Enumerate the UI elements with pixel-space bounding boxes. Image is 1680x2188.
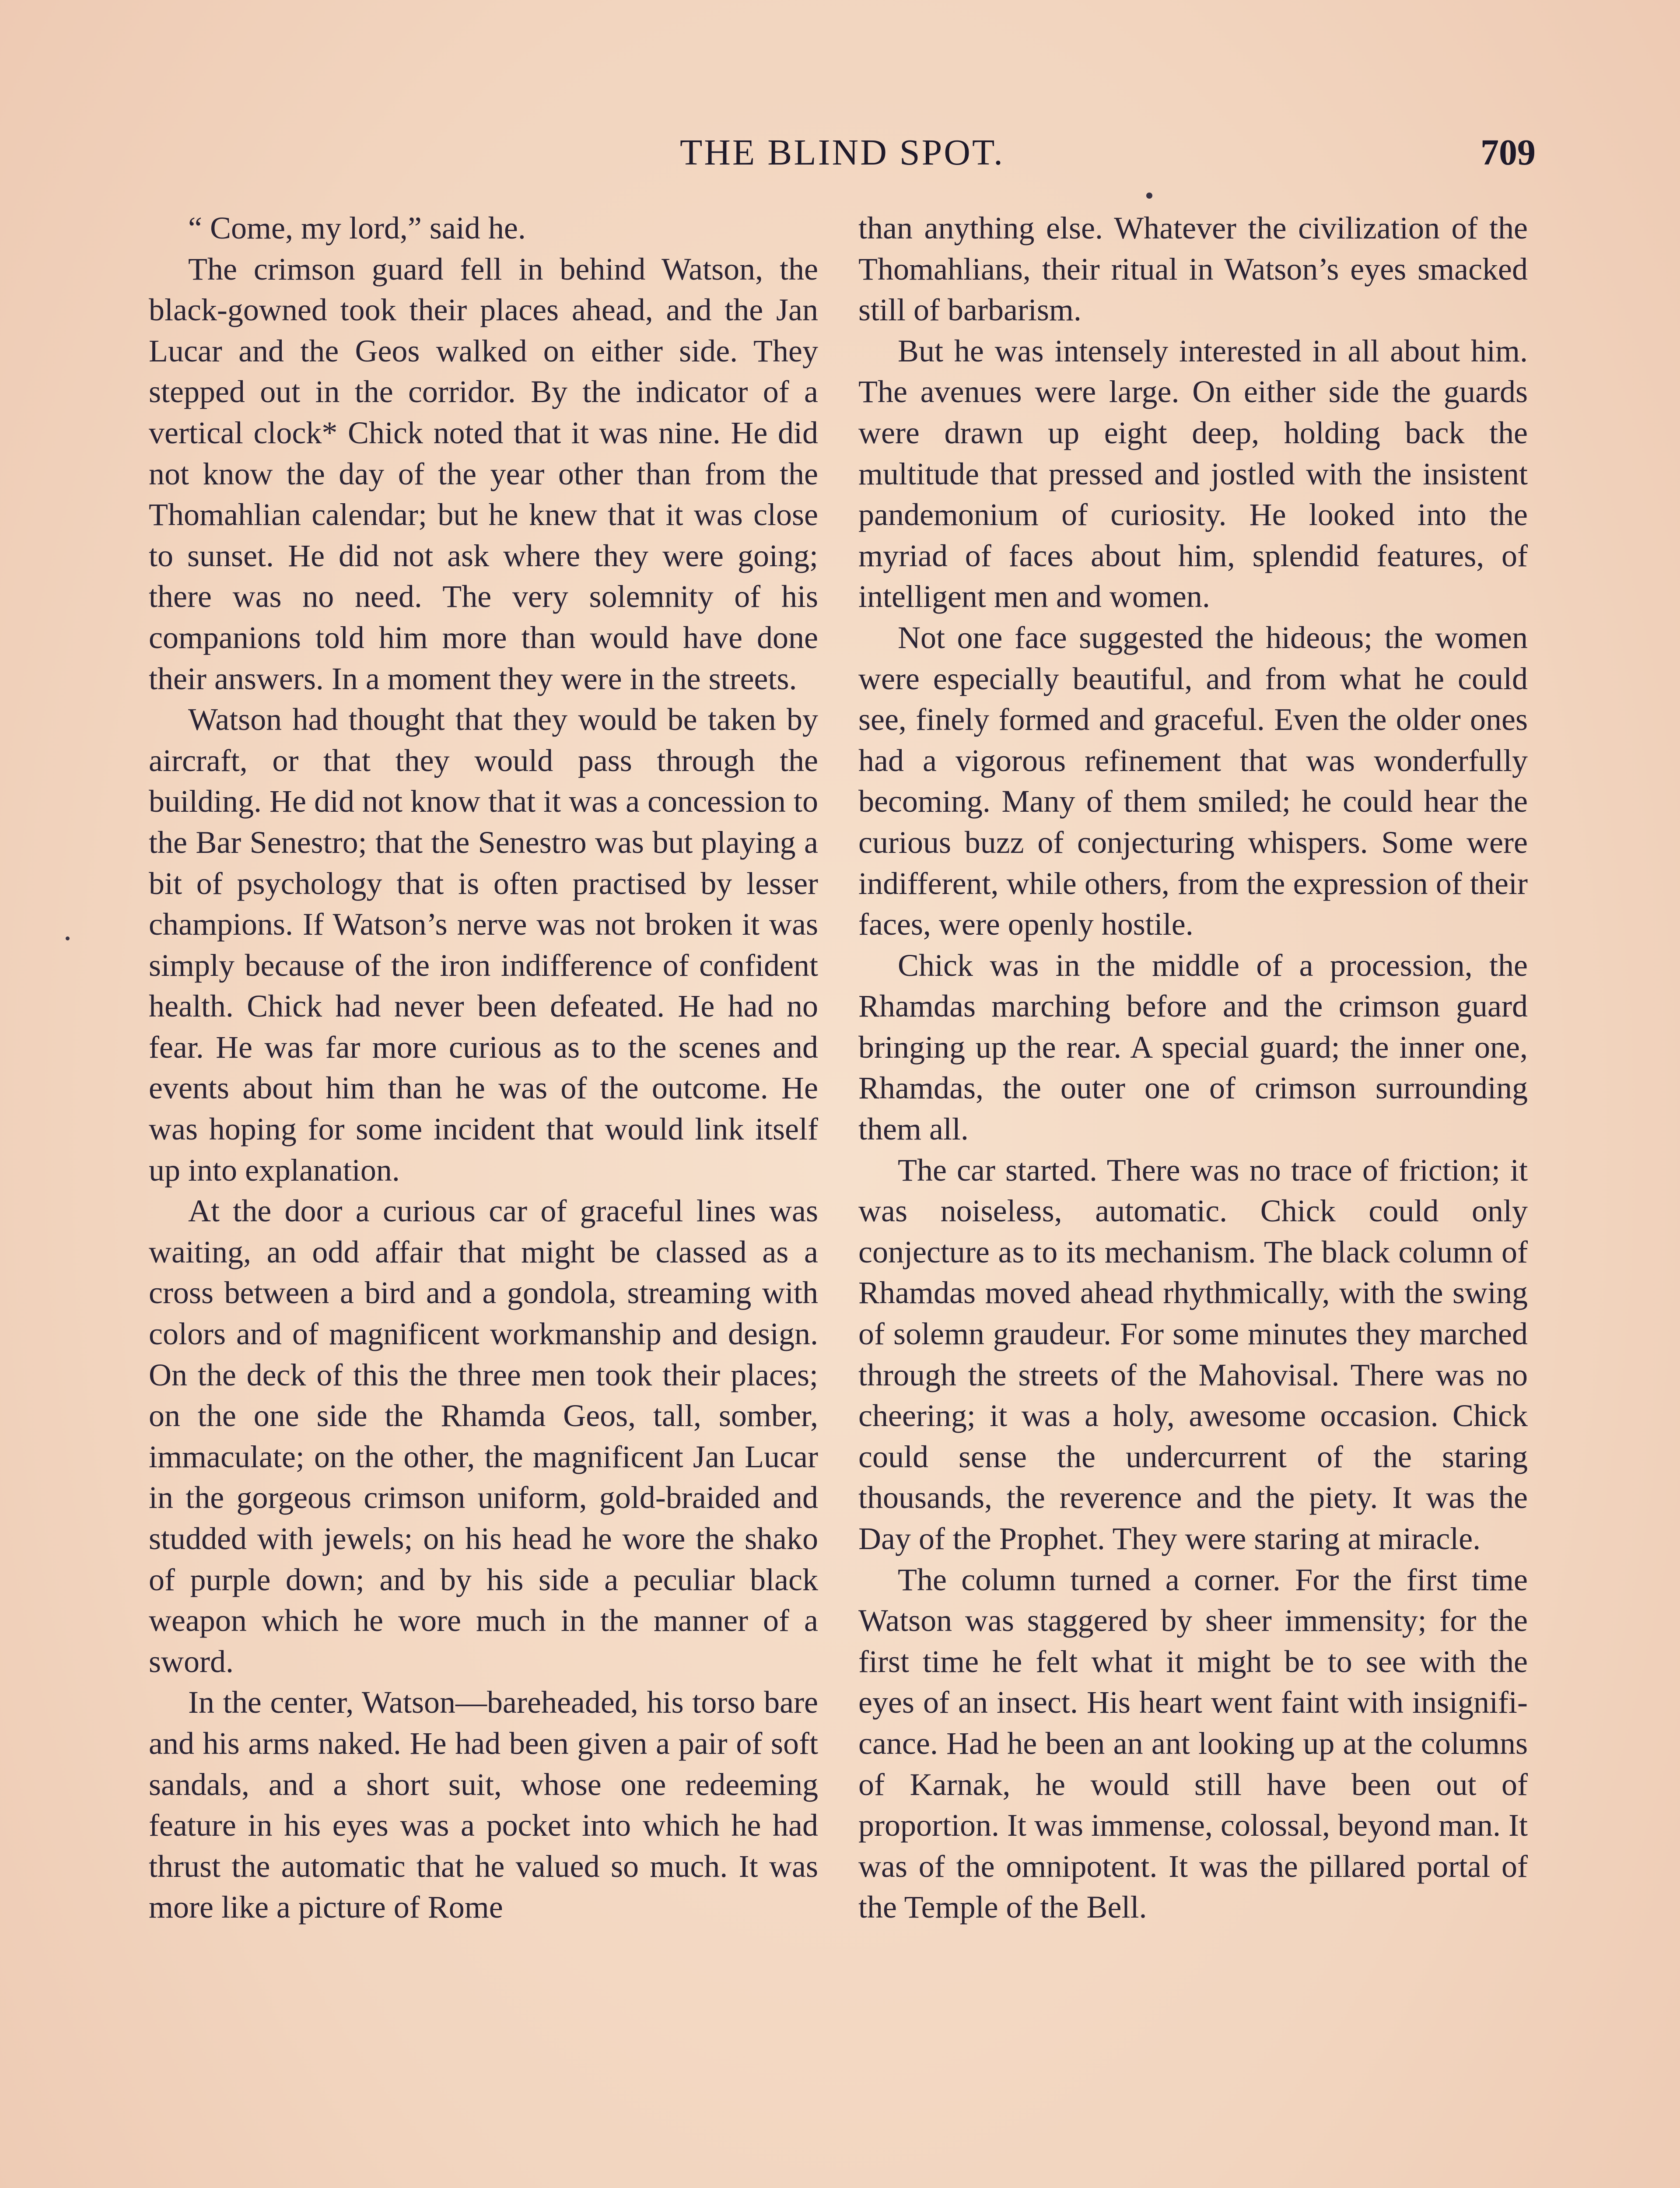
paragraph: “ Come, my lord,” said he. <box>188 210 526 245</box>
paragraph: In the center, Watson—bareheaded, his torso bare and his arms naked. He had been given a pair of soft sandals, and a short suit, whose one redeeming feature in his eyes was a pocket into which he had thrust the automatic that he valued so much. It was more like a picture of Rome <box>149 1685 818 1925</box>
page-header <box>149 131 1536 179</box>
print-speck <box>66 936 70 940</box>
paragraph: But he was intensely interested in all about him. The avenues were large. On either side the guards were drawn up eight deep, holding back the multitude that pressed and jostled with the insistent pandemonium of curiosity. He looked into the myriad of faces about him, splendid features, of intelligent men and women. <box>858 333 1528 614</box>
right-text-column <box>858 208 1528 1928</box>
print-speck <box>1146 193 1152 199</box>
paragraph: The column turned a corner. For the first time Watson was staggered by sheer immensity; for the first time he felt what it might be to see with the eyes of an insect. His heart went faint with insignificance. Had he been an ant looking up at the columns of Karnak, he would still have been out of proportion. It was immense, colossal, beyond man. It was of the omnipotent. It was the pillared portal of the Temple of the Bell. <box>858 1562 1528 1925</box>
paragraph: At the door a curious car of graceful lines was waiting, an odd affair that might be classed as a cross between a bird and a gondola, streaming with colors and of magnificent workmanship and design. On the deck of this the three men took their places; on the one side the Rhamda Geos, tall, somber, immaculate; on the other, the magnificent Jan Lucar in the gorgeous crimson uniform, gold-braided and studded with jewels; on his head he wore the shako of purple down; and by his side a peculiar black weapon which he wore much in the manner of a sword. <box>149 1193 818 1679</box>
left-text-column <box>149 208 818 1928</box>
paragraph: Chick was in the middle of a procession, the Rhamdas marching before and the crimson guard bringing up the rear. A special guard; the inner one, Rhamdas, the outer one of crimson surrounding them all. <box>858 947 1528 1147</box>
paragraph: Not one face suggested the hideous; the women were especially beautiful, and from what he could see, finely formed and graceful. Even the older ones had a vigorous refinement that was wonderfully becoming. Many of them smiled; he could hear the curious buzz of conjecturing whispers. Some were indifferent, while others, from the expression of their faces, were openly hostile. <box>858 620 1528 942</box>
paragraph: Watson had thought that they would be taken by aircraft, or that they would pass through the building. He did not know that it was a concession to the Bar Senestro; that the Senestro was but playing a bit of psychology that is often practised by lesser champions. If Watson’s nerve was not broken it was simply because of the iron indifference of confident health. Chick had never been defeated. He had no fear. He was far more curious as to the scenes and events about him than he was of the outcome. He was hoping for some incident that would link itself up into explanation. <box>149 702 818 1188</box>
paragraph: The crimson guard fell in behind Watson, the black-gowned took their places ahead, and the Jan Lucar and the Geos walked on either side. They stepped out in the corridor. By the indicator of a vertical clock* Chick noted that it was nine. He did not know the day of the year other than from the Thomahlian calendar; but he knew that it was close to sunset. He did not ask where they were going; there was no need. The very solemnity of his companions told him more than would have done their answers. In a moment they were in the streets. <box>149 251 818 696</box>
paragraph: than anything else. Whatever the civilization of the Thomahlians, their ritual in Watson’s eyes smacked still of barbarism. <box>858 210 1528 328</box>
running-title: THE BLIND SPOT. <box>679 132 1005 173</box>
paragraph: The car started. There was no trace of friction; it was noiseless, automatic. Chick could only conjecture as to its mechanism. The black column of Rhamdas moved ahead rhythmically, with the swing of solemn graudeur. For some minutes they marched through the streets of the Mahovisal. There was no cheering; it was a holy, awesome occasion. Chick could sense the undercurrent of the staring thousands, the reverence and the piety. It was the Day of the Prophet. They were staring at miracle. <box>858 1152 1528 1556</box>
page-number: 709 <box>1480 132 1536 173</box>
